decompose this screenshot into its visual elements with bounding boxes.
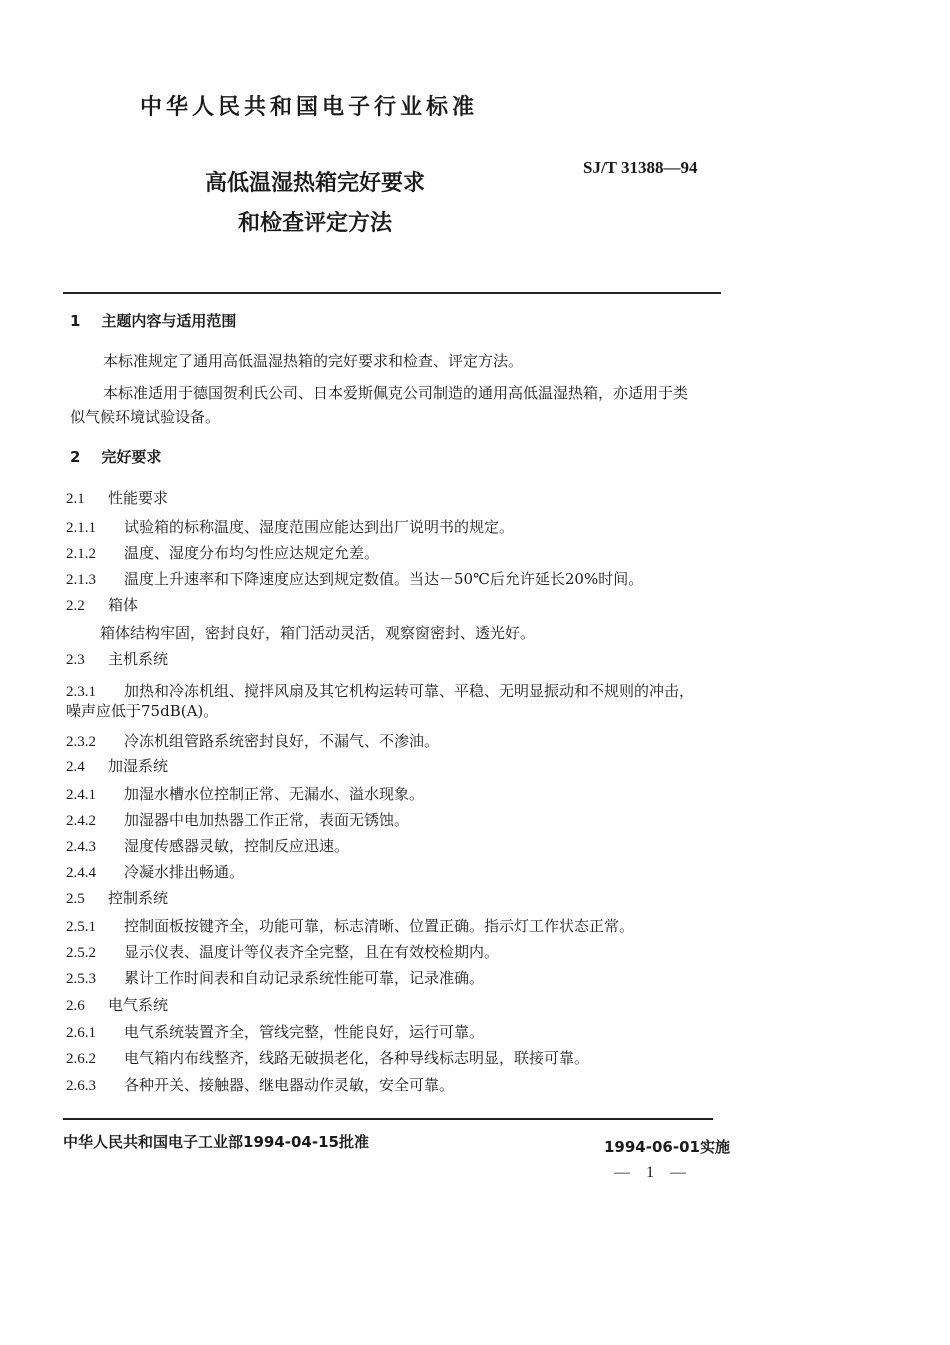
clause-2-2-body: 箱体结构牢固，密封良好，箱门活动灵活，观察窗密封、透光好。 xyxy=(100,624,536,642)
clause-2-1: 2.1 性能要求 xyxy=(66,489,169,507)
section-title: 主题内容与适用范围 xyxy=(101,312,237,330)
clause-2-6-2: 2.6.2 电气箱内布线整齐，线路无破损老化，各种导线标志明显，联接可靠。 xyxy=(66,1049,590,1067)
clause-2-1-1: 2.1.1 试验箱的标称温度、湿度范围应能达到出厂说明书的规定。 xyxy=(66,518,515,536)
section-1-paragraph-1: 本标准规定了通用高低温湿热箱的完好要求和检查、评定方法。 xyxy=(103,352,524,370)
clause-2-4-1: 2.4.1 加湿水槽水位控制正常、无漏水、溢水现象。 xyxy=(66,785,425,803)
clause-2-6-3: 2.6.3 各种开关、接触器、继电器动作灵敏，安全可靠。 xyxy=(66,1076,455,1094)
clause-2-4: 2.4 加湿系统 xyxy=(66,757,169,775)
section-number: 2 xyxy=(70,448,81,466)
clause-2-3-1-continuation: 噪声应低于75dB(A)。 xyxy=(66,702,219,720)
document-title-line2: 和检查评定方法 xyxy=(238,211,393,236)
section-1-heading xyxy=(70,310,236,331)
implementation-date: 1994-06-01实施 xyxy=(604,1138,730,1156)
clause-2-2: 2.2 箱体 xyxy=(66,596,139,614)
section-number: 1 xyxy=(70,312,81,330)
standard-number: SJ/T 31388—94 xyxy=(583,158,698,177)
clause-2-4-2: 2.4.2 加湿器中电加热器工作正常，表面无锈蚀。 xyxy=(66,811,410,829)
clause-2-3-1: 2.3.1 加热和冷冻机组、搅拌风扇及其它机构运转可靠、平稳、无明显振动和不规则的冲击， xyxy=(66,682,695,700)
clause-2-4-3: 2.4.3 湿度传感器灵敏，控制反应迅速。 xyxy=(66,837,350,855)
clause-2-5-2: 2.5.2 显示仪表、温度计等仪表齐全完整，且在有效校检期内。 xyxy=(66,943,500,961)
page-number: — 1 — xyxy=(614,1164,692,1181)
footer-divider xyxy=(63,1118,713,1120)
clause-2-1-3: 2.1.3 温度上升速率和下降速度应达到规定数值。当达－50℃后允许延长20%时间。 xyxy=(66,570,644,588)
standard-organization: 中华人民共和国电子行业标准 xyxy=(140,95,479,120)
clause-2-5-1: 2.5.1 控制面板按键齐全，功能可靠，标志清晰、位置正确。指示灯工作状态正常。 xyxy=(66,917,635,935)
approval-statement: 中华人民共和国电子工业部1994-04-15批准 xyxy=(63,1133,369,1151)
clause-2-4-4: 2.4.4 冷凝水排出畅通。 xyxy=(66,863,245,881)
clause-2-1-2: 2.1.2 温度、湿度分布均匀性应达规定允差。 xyxy=(66,544,380,562)
section-2-heading xyxy=(70,446,161,467)
clause-2-6: 2.6 电气系统 xyxy=(66,996,169,1014)
clause-2-3: 2.3 主机系统 xyxy=(66,650,169,668)
clause-2-3-2: 2.3.2 冷冻机组管路系统密封良好，不漏气、不渗油。 xyxy=(66,732,440,750)
section-title: 完好要求 xyxy=(101,448,162,466)
clause-2-5: 2.5 控制系统 xyxy=(66,889,169,907)
section-1-paragraph-2-line1: 本标准适用于德国贺利氏公司、日本爱斯佩克公司制造的通用高低温湿热箱，亦适用于类 xyxy=(103,384,689,402)
header-divider xyxy=(63,292,721,294)
document-title-line1: 高低温湿热箱完好要求 xyxy=(205,171,426,196)
clause-2-6-1: 2.6.1 电气系统装置齐全，管线完整，性能良好，运行可靠。 xyxy=(66,1023,485,1041)
clause-2-5-3: 2.5.3 累计工作时间表和自动记录系统性能可靠，记录准确。 xyxy=(66,969,485,987)
section-1-paragraph-2-line2: 似气候环境试验设备。 xyxy=(70,408,221,426)
